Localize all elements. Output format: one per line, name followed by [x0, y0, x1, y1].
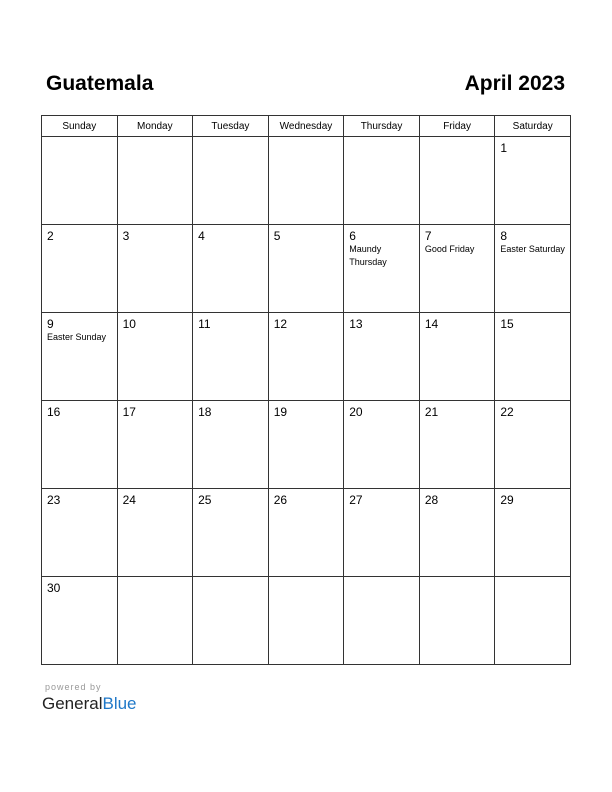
weekday-monday: Monday: [117, 116, 193, 137]
weekday-header-row: [42, 116, 571, 137]
day-cell: [419, 401, 495, 489]
day-cell: [42, 225, 118, 313]
month-year-title: April 2023: [464, 72, 565, 95]
day-cell: [268, 225, 344, 313]
day-number: 11: [198, 317, 211, 331]
day-number: 12: [273, 317, 288, 331]
day-cell: [42, 313, 118, 401]
day-cell: [419, 489, 495, 577]
powered-by-text: powered by: [45, 682, 102, 692]
day-cell: [268, 489, 344, 577]
weekday-friday: Friday: [419, 116, 495, 137]
day-cell: [42, 401, 118, 489]
day-cell: [495, 577, 571, 665]
holiday-label: Good Friday: [424, 244, 475, 254]
week-row: [42, 137, 571, 225]
day-number: 18: [198, 405, 212, 419]
day-cell: [268, 577, 344, 665]
day-cell: [495, 489, 571, 577]
day-cell: [344, 137, 420, 225]
day-cell: [419, 577, 495, 665]
brand-general: General: [42, 694, 103, 713]
day-cell: [117, 137, 193, 225]
weekday-wednesday: Wednesday: [268, 116, 344, 137]
day-number: 5: [273, 229, 281, 243]
day-number: 29: [500, 493, 514, 507]
day-number: 16: [47, 405, 61, 419]
calendar-grid: [41, 115, 571, 665]
day-number: 3: [122, 229, 130, 243]
day-number: 23: [47, 493, 61, 507]
day-cell: [193, 313, 269, 401]
week-row: [42, 401, 571, 489]
weekday-tuesday: Tuesday: [193, 116, 269, 137]
holiday-label: Maundy Thursday: [349, 244, 387, 267]
day-number: 27: [349, 493, 363, 507]
day-number: 6: [349, 229, 356, 243]
day-number: 25: [198, 493, 212, 507]
day-number: 14: [424, 317, 439, 331]
day-number: 1: [500, 141, 508, 155]
day-cell: [42, 577, 118, 665]
day-cell: [193, 137, 269, 225]
day-cell: [495, 401, 571, 489]
day-number: 7: [424, 229, 432, 243]
day-cell: [193, 489, 269, 577]
holiday-label: Easter Sunday: [47, 332, 107, 342]
day-cell: [193, 401, 269, 489]
day-number: 10: [122, 317, 136, 331]
day-cell: [344, 489, 420, 577]
day-cell: [117, 577, 193, 665]
day-cell: [268, 401, 344, 489]
day-number: 28: [424, 493, 439, 507]
day-number: 19: [273, 405, 288, 419]
day-cell: [419, 225, 495, 313]
weekday-thursday: Thursday: [344, 116, 420, 137]
day-cell: [117, 313, 193, 401]
holiday-label: Easter Saturday: [500, 244, 565, 254]
day-number: 24: [122, 493, 136, 507]
day-cell: [117, 225, 193, 313]
day-cell: [344, 577, 420, 665]
brand-blue: Blue: [102, 694, 137, 713]
brand-logo[interactable]: [42, 694, 137, 714]
day-number: 17: [122, 405, 136, 419]
weekday-saturday: Saturday: [495, 116, 571, 137]
day-cell: [42, 137, 118, 225]
weekday-sunday: Sunday: [42, 116, 118, 137]
day-number: 22: [500, 405, 514, 419]
week-row: [42, 577, 571, 665]
day-cell: [495, 137, 571, 225]
day-cell: [42, 489, 118, 577]
day-cell: [419, 137, 495, 225]
week-row: [42, 489, 571, 577]
day-cell: [268, 137, 344, 225]
day-number: 13: [349, 317, 363, 331]
day-cell: [495, 225, 571, 313]
day-cell: [193, 577, 269, 665]
day-number: 2: [47, 229, 54, 243]
day-number: 4: [198, 229, 205, 243]
day-number: 20: [349, 405, 363, 419]
day-cell: [495, 313, 571, 401]
day-cell: [117, 489, 193, 577]
day-cell: [344, 401, 420, 489]
day-number: 9: [47, 317, 54, 331]
day-number: 30: [47, 581, 61, 595]
day-number: 8: [500, 229, 508, 243]
day-number: 15: [500, 317, 514, 331]
day-number: 21: [424, 405, 439, 419]
country-title: Guatemala: [46, 72, 154, 95]
calendar-body: [42, 137, 571, 665]
day-cell: [268, 313, 344, 401]
day-cell: [419, 313, 495, 401]
day-cell: [344, 313, 420, 401]
week-row: [42, 225, 571, 313]
day-cell: [193, 225, 269, 313]
day-cell: [344, 225, 420, 313]
week-row: [42, 313, 571, 401]
day-number: 26: [273, 493, 288, 507]
day-cell: [117, 401, 193, 489]
